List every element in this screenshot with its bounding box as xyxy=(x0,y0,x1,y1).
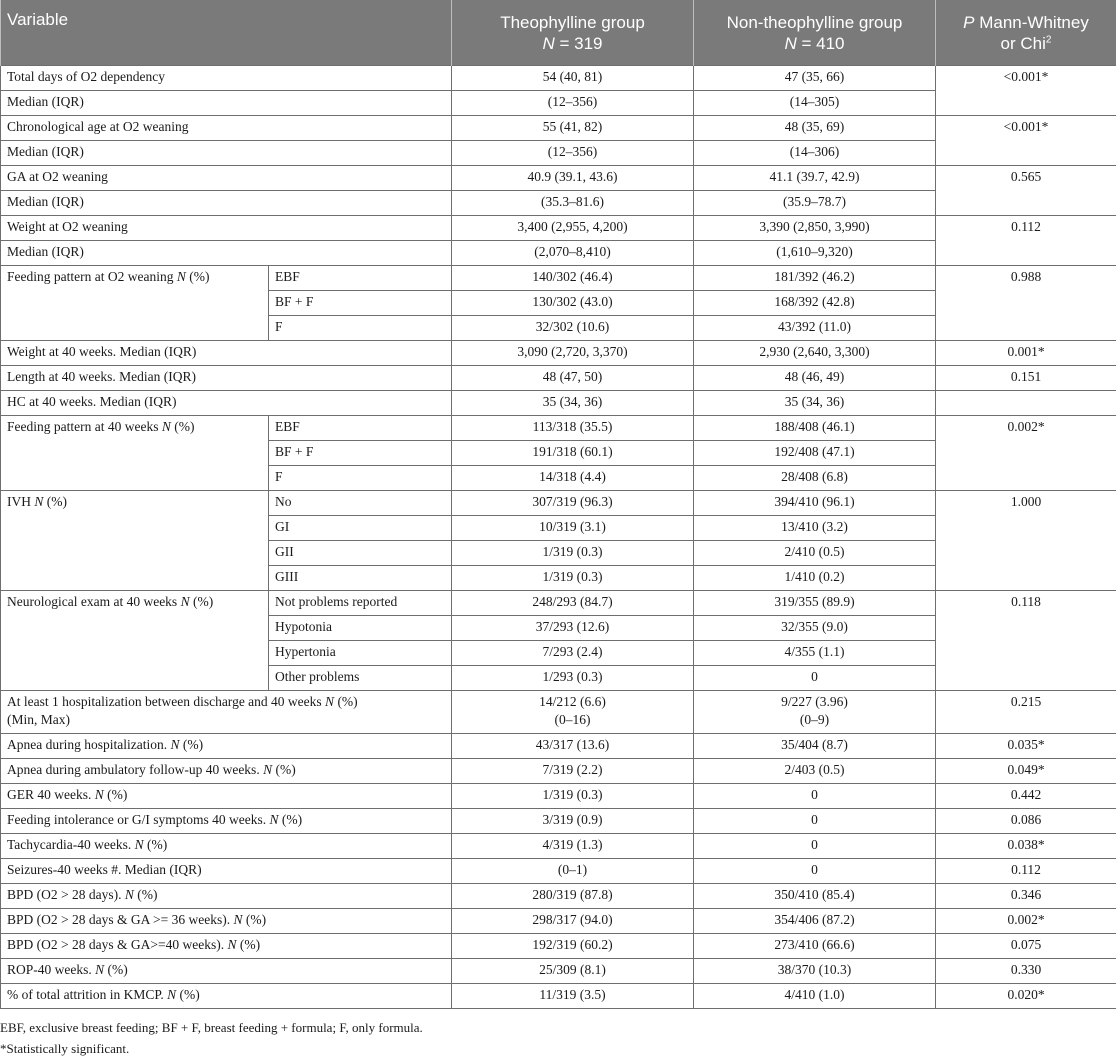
theophylline-value: 11/319 (3.5) xyxy=(452,984,694,1009)
non-theophylline-value: 319/355 (89.9) xyxy=(694,591,936,616)
p-value: 0.112 xyxy=(936,859,1116,884)
row-label: BPD (O2 > 28 days & GA >= 36 weeks). N (%) xyxy=(1,909,452,934)
p-value: 0.151 xyxy=(936,366,1116,391)
non-theophylline-value: 28/408 (6.8) xyxy=(694,466,936,491)
header-non-theophylline-group xyxy=(694,0,936,66)
table-row xyxy=(1,266,1116,291)
theophylline-value: 55 (41, 82) xyxy=(452,116,694,141)
p-value: 0.988 xyxy=(936,266,1116,341)
table-footnotes xyxy=(0,1017,1116,1059)
non-theophylline-value: 188/408 (46.1) xyxy=(694,416,936,441)
table-row xyxy=(1,591,1116,616)
table-row xyxy=(1,366,1116,391)
table-row xyxy=(1,909,1116,934)
table-row xyxy=(1,691,1116,734)
row-label: GER 40 weeks. N (%) xyxy=(1,784,452,809)
p-value: 0.118 xyxy=(936,591,1116,691)
header-theophylline-group xyxy=(452,0,694,66)
row-label: Apnea during ambulatory follow-up 40 weeks. N (%) xyxy=(1,759,452,784)
non-theophylline-value: (1,610–9,320) xyxy=(694,241,936,266)
row-label: Length at 40 weeks. Median (IQR) xyxy=(1,366,452,391)
table-row xyxy=(1,859,1116,884)
row-sublabel: F xyxy=(269,316,452,341)
header-p-value xyxy=(936,0,1116,66)
row-label: Feeding pattern at O2 weaning N (%) xyxy=(1,266,269,341)
row-label: Median (IQR) xyxy=(1,191,452,216)
non-theophylline-value: 354/406 (87.2) xyxy=(694,909,936,934)
row-label: Median (IQR) xyxy=(1,241,452,266)
theophylline-value: 7/319 (2.2) xyxy=(452,759,694,784)
p-value: 0.002* xyxy=(936,416,1116,491)
p-value: 0.330 xyxy=(936,959,1116,984)
non-theophylline-value: 1/410 (0.2) xyxy=(694,566,936,591)
p-value: <0.001* xyxy=(936,66,1116,116)
p-value: 0.346 xyxy=(936,884,1116,909)
table-row xyxy=(1,809,1116,834)
p-value: 0.002* xyxy=(936,909,1116,934)
table-row xyxy=(1,66,1116,91)
row-label: Feeding intolerance or G/I symptoms 40 weeks. N (%) xyxy=(1,809,452,834)
row-label: At least 1 hospitalization between discharge and 40 weeks N (%) (Min, Max) xyxy=(1,691,452,734)
p-value: 0.038* xyxy=(936,834,1116,859)
non-theophylline-value: (14–306) xyxy=(694,141,936,166)
non-theophylline-value: 181/392 (46.2) xyxy=(694,266,936,291)
row-label: BPD (O2 > 28 days & GA>=40 weeks). N (%) xyxy=(1,934,452,959)
p-value: 0.049* xyxy=(936,759,1116,784)
theophylline-value: 1/293 (0.3) xyxy=(452,666,694,691)
row-label: Tachycardia-40 weeks. N (%) xyxy=(1,834,452,859)
p-value: 0.442 xyxy=(936,784,1116,809)
non-theophylline-value: 2/410 (0.5) xyxy=(694,541,936,566)
row-sublabel: Hypotonia xyxy=(269,616,452,641)
non-theophylline-value: 192/408 (47.1) xyxy=(694,441,936,466)
theophylline-value: 3,400 (2,955, 4,200) xyxy=(452,216,694,241)
theophylline-value: 1/319 (0.3) xyxy=(452,541,694,566)
non-theophylline-value: 41.1 (39.7, 42.9) xyxy=(694,166,936,191)
row-label: BPD (O2 > 28 days). N (%) xyxy=(1,884,452,909)
theophylline-value: 307/319 (96.3) xyxy=(452,491,694,516)
non-theophylline-value: 35/404 (8.7) xyxy=(694,734,936,759)
row-sublabel: No xyxy=(269,491,452,516)
footnote-significance: *Statistically significant. xyxy=(0,1038,1116,1059)
non-theophylline-value: 273/410 (66.6) xyxy=(694,934,936,959)
non-theophylline-value: 43/392 (11.0) xyxy=(694,316,936,341)
theophylline-value: 140/302 (46.4) xyxy=(452,266,694,291)
p-value: 0.086 xyxy=(936,809,1116,834)
row-sublabel: GI xyxy=(269,516,452,541)
table-row xyxy=(1,759,1116,784)
p-value: 0.565 xyxy=(936,166,1116,216)
p-value: 0.020* xyxy=(936,984,1116,1009)
row-label: GA at O2 weaning xyxy=(1,166,452,191)
non-theophylline-value: 48 (35, 69) xyxy=(694,116,936,141)
theophylline-value: 7/293 (2.4) xyxy=(452,641,694,666)
non-theophylline-value: 38/370 (10.3) xyxy=(694,959,936,984)
header-p-line1: P Mann-Whitney xyxy=(942,12,1110,33)
p-value: <0.001* xyxy=(936,116,1116,166)
table-row xyxy=(1,391,1116,416)
header-non-theophylline-title: Non-theophylline group xyxy=(700,12,929,33)
header-variable: Variable xyxy=(1,0,452,66)
row-sublabel: BF + F xyxy=(269,441,452,466)
table-row xyxy=(1,784,1116,809)
row-sublabel: Other problems xyxy=(269,666,452,691)
theophylline-value: 113/318 (35.5) xyxy=(452,416,694,441)
theophylline-value: 191/318 (60.1) xyxy=(452,441,694,466)
table-row xyxy=(1,884,1116,909)
theophylline-value: 10/319 (3.1) xyxy=(452,516,694,541)
row-label: Chronological age at O2 weaning xyxy=(1,116,452,141)
non-theophylline-value: 3,390 (2,850, 3,990) xyxy=(694,216,936,241)
header-p-line2: or Chi$^2$ xyxy=(942,33,1110,54)
row-label: Median (IQR) xyxy=(1,141,452,166)
row-sublabel: GIII xyxy=(269,566,452,591)
header-theophylline-n: N = 319 xyxy=(458,33,687,54)
footnote-abbreviations: EBF, exclusive breast feeding; BF + F, breast feeding + formula; F, only formula. xyxy=(0,1017,1116,1038)
row-sublabel: Hypertonia xyxy=(269,641,452,666)
non-theophylline-value: 48 (46, 49) xyxy=(694,366,936,391)
table-row xyxy=(1,166,1116,191)
non-theophylline-value: 2,930 (2,640, 3,300) xyxy=(694,341,936,366)
p-value: 0.075 xyxy=(936,934,1116,959)
table-row xyxy=(1,216,1116,241)
theophylline-value: 43/317 (13.6) xyxy=(452,734,694,759)
row-sublabel: Not problems reported xyxy=(269,591,452,616)
table-row xyxy=(1,416,1116,441)
row-label: ROP-40 weeks. N (%) xyxy=(1,959,452,984)
p-value xyxy=(936,391,1116,416)
p-value: 0.215 xyxy=(936,691,1116,734)
table-row xyxy=(1,959,1116,984)
theophylline-value: 37/293 (12.6) xyxy=(452,616,694,641)
non-theophylline-value: 0 xyxy=(694,666,936,691)
theophylline-value: 48 (47, 50) xyxy=(452,366,694,391)
non-theophylline-value: 0 xyxy=(694,809,936,834)
non-theophylline-value: 0 xyxy=(694,784,936,809)
theophylline-value: 40.9 (39.1, 43.6) xyxy=(452,166,694,191)
theophylline-value: 248/293 (84.7) xyxy=(452,591,694,616)
row-sublabel: BF + F xyxy=(269,291,452,316)
non-theophylline-value: 13/410 (3.2) xyxy=(694,516,936,541)
p-value: 0.112 xyxy=(936,216,1116,266)
theophylline-value: 32/302 (10.6) xyxy=(452,316,694,341)
row-label: Weight at 40 weeks. Median (IQR) xyxy=(1,341,452,366)
row-label: IVH N (%) xyxy=(1,491,269,591)
theophylline-value: 14/212 (6.6) (0–16) xyxy=(452,691,694,734)
theophylline-value: 54 (40, 81) xyxy=(452,66,694,91)
non-theophylline-value: 350/410 (85.4) xyxy=(694,884,936,909)
row-sublabel: EBF xyxy=(269,266,452,291)
table-header-row xyxy=(1,0,1116,66)
row-label: Median (IQR) xyxy=(1,91,452,116)
row-sublabel: F xyxy=(269,466,452,491)
p-value: 0.035* xyxy=(936,734,1116,759)
non-theophylline-value: 47 (35, 66) xyxy=(694,66,936,91)
row-sublabel: EBF xyxy=(269,416,452,441)
theophylline-value: (35.3–81.6) xyxy=(452,191,694,216)
theophylline-value: (0–1) xyxy=(452,859,694,884)
row-label: Apnea during hospitalization. N (%) xyxy=(1,734,452,759)
theophylline-value: 4/319 (1.3) xyxy=(452,834,694,859)
theophylline-value: 192/319 (60.2) xyxy=(452,934,694,959)
row-label: Neurological exam at 40 weeks N (%) xyxy=(1,591,269,691)
non-theophylline-value: 0 xyxy=(694,859,936,884)
theophylline-value: 3,090 (2,720, 3,370) xyxy=(452,341,694,366)
row-label: % of total attrition in KMCP. N (%) xyxy=(1,984,452,1009)
table-row xyxy=(1,341,1116,366)
non-theophylline-value: 394/410 (96.1) xyxy=(694,491,936,516)
theophylline-value: (12–356) xyxy=(452,91,694,116)
theophylline-value: 1/319 (0.3) xyxy=(452,566,694,591)
non-theophylline-value: 4/355 (1.1) xyxy=(694,641,936,666)
table-row xyxy=(1,734,1116,759)
table-row xyxy=(1,984,1116,1009)
non-theophylline-value: 4/410 (1.0) xyxy=(694,984,936,1009)
theophylline-value: 1/319 (0.3) xyxy=(452,784,694,809)
theophylline-value: 130/302 (43.0) xyxy=(452,291,694,316)
non-theophylline-value: 9/227 (3.96) (0–9) xyxy=(694,691,936,734)
non-theophylline-value: 168/392 (42.8) xyxy=(694,291,936,316)
row-sublabel: GII xyxy=(269,541,452,566)
row-label: Total days of O2 dependency xyxy=(1,66,452,91)
non-theophylline-value: 2/403 (0.5) xyxy=(694,759,936,784)
theophylline-value: 25/309 (8.1) xyxy=(452,959,694,984)
theophylline-value: 14/318 (4.4) xyxy=(452,466,694,491)
non-theophylline-value: 35 (34, 36) xyxy=(694,391,936,416)
row-label: Seizures-40 weeks #. Median (IQR) xyxy=(1,859,452,884)
theophylline-value: 35 (34, 36) xyxy=(452,391,694,416)
theophylline-value: (12–356) xyxy=(452,141,694,166)
header-non-theophylline-n: N = 410 xyxy=(700,33,929,54)
row-label: Weight at O2 weaning xyxy=(1,216,452,241)
non-theophylline-value: (35.9–78.7) xyxy=(694,191,936,216)
theophylline-value: 280/319 (87.8) xyxy=(452,884,694,909)
row-label: Feeding pattern at 40 weeks N (%) xyxy=(1,416,269,491)
header-theophylline-title: Theophylline group xyxy=(458,12,687,33)
p-value: 0.001* xyxy=(936,341,1116,366)
theophylline-value: 3/319 (0.9) xyxy=(452,809,694,834)
theophylline-value: 298/317 (94.0) xyxy=(452,909,694,934)
p-value: 1.000 xyxy=(936,491,1116,591)
table-row xyxy=(1,491,1116,516)
non-theophylline-value: 0 xyxy=(694,834,936,859)
table-row xyxy=(1,834,1116,859)
non-theophylline-value: (14–305) xyxy=(694,91,936,116)
non-theophylline-value: 32/355 (9.0) xyxy=(694,616,936,641)
table-row xyxy=(1,116,1116,141)
theophylline-value: (2,070–8,410) xyxy=(452,241,694,266)
row-label: HC at 40 weeks. Median (IQR) xyxy=(1,391,452,416)
table-row xyxy=(1,934,1116,959)
